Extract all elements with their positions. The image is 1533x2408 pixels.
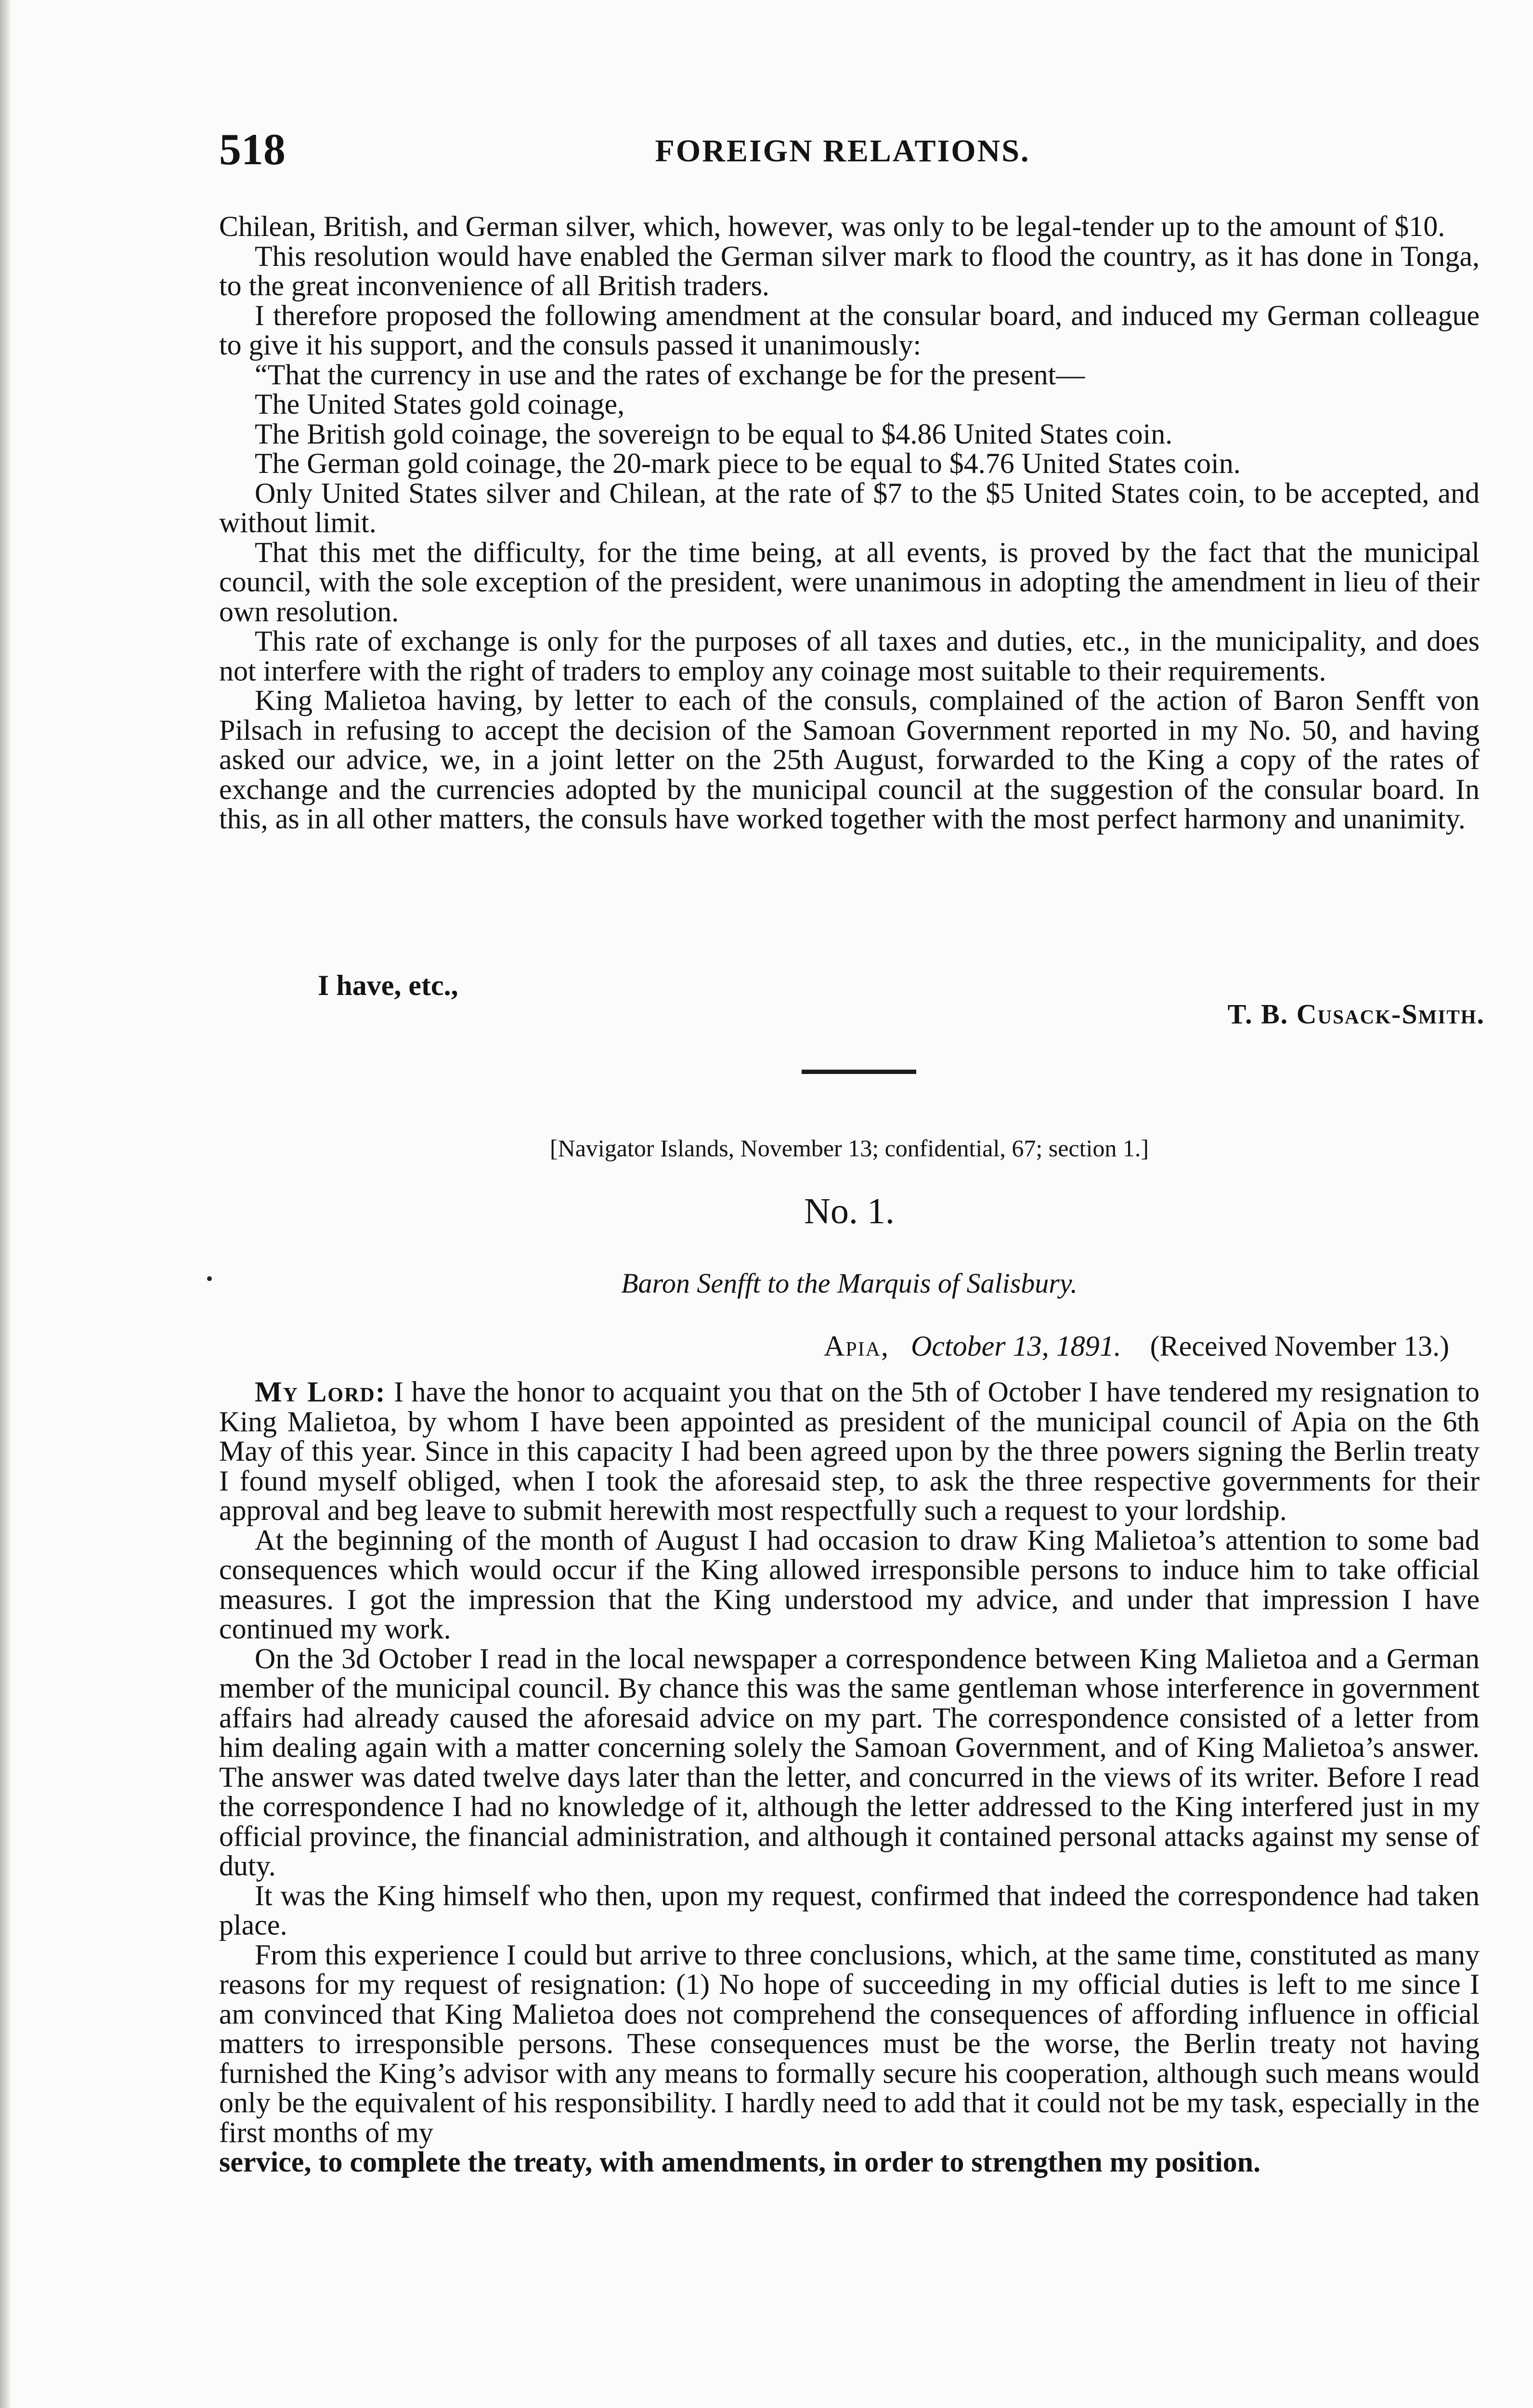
received-note: (Received November 13.) (1150, 1330, 1449, 1362)
dateline-place: Apia, (823, 1330, 889, 1362)
dateline-space (896, 1330, 904, 1362)
paragraph: This rate of exchange is only for the purposes of all taxes and duties, etc., in the municipality, and does not interfere with the right of traders to employ any coinage most suitable to their requirements. (219, 625, 1480, 687)
paragraph: Chilean, British, and German silver, which, however, was only to be legal-tender up to the amount of $10. (219, 210, 1445, 242)
dateline-date: October 13, 1891. (910, 1330, 1121, 1362)
paragraph: The United States gold coinage, (255, 388, 625, 420)
scan-edge-left (0, 0, 11, 2408)
paragraph: That this met the difficulty, for the time being, at all events, is proved by the fact that the municipal council, with the sole exception of the president, were unanimous in adopting the amendment in lieu of their own resolution. (219, 536, 1480, 628)
section-reference: [Navigator Islands, November 13; confidential, 67; section 1.] (549, 1135, 1149, 1162)
margin-mark (207, 1276, 212, 1281)
dateline (722, 1329, 1449, 1363)
paragraph: “That the currency in use and the rates of exchange be for the present— (255, 358, 1085, 391)
addressee-line: Baron Senfft to the Marquis of Salisbury. (621, 1268, 1078, 1299)
paragraph-last-line: service, to complete the treaty, with amendments, in order to strengthen my position. (219, 2146, 1261, 2178)
page-header (219, 120, 1466, 178)
letter-body (219, 1377, 1480, 2177)
paragraph: It was the King himself who then, upon my request, confirmed that indeed the correspondence had taken place. (219, 1879, 1480, 1941)
paragraph: King Malietoa having, by letter to each of the consuls, complained of the action of Baron Senfft von Pilsach in refusing to accept the decision of the Samoan Government reported in my No. 50, and having asked our advice, we, in a joint letter on the 25th August, forwarded to the King a copy of the rates of exchange and the currencies adopted by the municipal council at the suggestion of the consular board. In this, as in all other matters, the consuls have worked together with the most perfect harmony and unanimity. (219, 684, 1480, 835)
salutation: My Lord: (255, 1376, 386, 1408)
dateline-space (1129, 1330, 1143, 1362)
paragraph-text: I have the honor to acquaint you that on the 5th of October I have tendered my resignation to King Malietoa, by whom I have been appointed as president of the municipal council of Apia on the 6th May of this year. Since in this capacity I had been agreed upon by the three powers signing the Berlin treaty I found myself obliged, when I took the aforesaid step, to ask the three respective governments for their approval and beg leave to submit herewith most respectfully such a request to your lordship. (219, 1376, 1480, 1526)
page-number: 518 (219, 125, 286, 174)
paragraph: From this experience I could but arrive to three conclusions, which, at the same time, constituted as many reasons for my request of resignation: (1) No hope of succeeding in my official duties is left to me since I am convinced that King Malietoa does not comprehend the consequences of affording influence in official matters to irresponsible persons. These consequences must be the worse, the Berlin treaty not having furnished the King’s advisor with any means to formally secure his cooperation, although such means would only be the equivalent of his responsibility. I hardly need to add that it could not be my task, especially in the first months of my (219, 1938, 1480, 2148)
paragraph: At the beginning of the month of August I had occasion to draw King Malietoa’s attention to some bad consequences which would occur if the King allowed irresponsible persons to induce him to take official measures. I got the impression that the King understood my advice, and under that impression I have continued my work. (219, 1524, 1480, 1645)
paragraph: The British gold coinage, the sovereign to be equal to $4.86 United States coin. (255, 418, 1173, 450)
paragraph: This resolution would have enabled the German silver mark to flood the country, as it has done in Tonga, to the great inconvenience of all British traders. (219, 240, 1480, 301)
paragraph: Only United States silver and Chilean, at the rate of $7 to the $5 United States coin, to be accepted, and without limit. (219, 477, 1480, 538)
closing: I have, etc., (318, 969, 458, 1001)
paragraph: I therefore proposed the following amendment at the consular board, and induced my German colleague to give it his support, and the consuls passed it unanimously: (219, 299, 1480, 361)
running-head: FOREIGN RELATIONS. (655, 133, 1030, 169)
signature: T. B. Cusack-Smith. (1227, 998, 1485, 1030)
paragraph: The German gold coinage, the 20-mark piece to be equal to $4.76 United States coin. (255, 447, 1241, 479)
paragraph: On the 3d October I read in the local newspaper a correspondence between King Malietoa and a German member of the municipal council. By chance this was the same gentleman whose interference in government affairs had already caused the aforesaid advice on my part. The correspondence consisted of a letter from him dealing again with a matter concerning solely the Samoan Government, and of King Malietoa’s answer. The answer was dated twelve days later than the letter, and concurred in the views of its writer. Before I read the correspondence I had no knowledge of it, although the letter addressed to the King interfered just in my official province, the financial administration, and although it contained personal attacks against my sense of duty. (219, 1642, 1480, 1882)
document-number: No. 1. (804, 1191, 895, 1231)
paragraph-salutation (219, 1377, 1480, 1526)
letter-continuation (219, 212, 1480, 834)
section-divider (802, 1070, 916, 1074)
